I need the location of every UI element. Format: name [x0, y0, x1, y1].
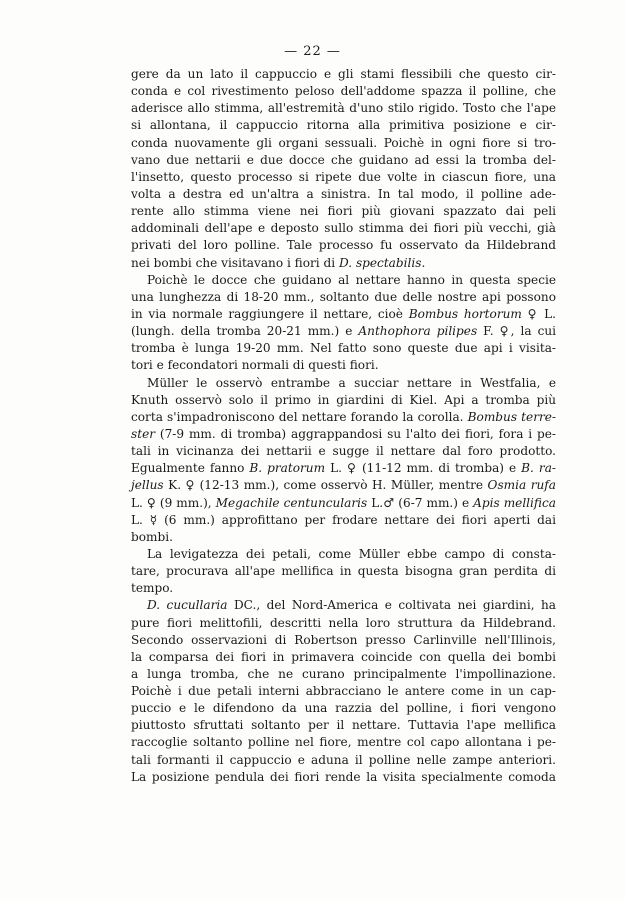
text-line: Knuth osservò solo il primo in giardini di Kiel. Api a tromba più: [131, 392, 556, 407]
text-line: raccoglie soltanto polline nel fiore, mentre col capo allontana i pe-: [131, 735, 556, 750]
text-line: puccio e le difendono da una razzia del polline, i fiori vengono: [131, 701, 556, 716]
text-line: privati del loro polline. Tale processo fu osservato da Hildebrand: [131, 238, 556, 253]
text-line: l'insetto, questo processo si ripete due volte in ciascun fiore, una: [131, 169, 556, 184]
text-line: pure fiori melittofili, descritti nella loro struttura da Hildebrand.: [131, 615, 556, 630]
text-line: vano due nettarii e due docce che guidano ad essi la tromba del-: [131, 152, 556, 167]
text-line: Secondo osservazioni di Robertson presso Carlinville nell'Illinois,: [131, 632, 556, 647]
text-line: bombi.: [131, 529, 173, 544]
text-line: L. ☿ (6 mm.) approfittano per frodare nettare dei fiori aperti dai: [131, 512, 556, 527]
page-number: — 22 —: [284, 44, 341, 59]
text-line: conda e col rivestimento peloso dell'addome spazza il polline, che: [131, 84, 556, 99]
text-line: conda nuovamente gli organi sessuali. Poichè in ogni fiore si tro-: [131, 135, 556, 150]
text-line: tare, procurava all'ape mellifica in questa bisogna gran perdita di: [131, 564, 556, 579]
text-line: La levigatezza dei petali, come Müller ebbe campo di consta-: [147, 546, 556, 561]
text-line: in via normale raggiungere il nettare, cioè Bombus hortorum ♀ L.: [131, 306, 557, 321]
text-line: tori e fecondatori normali di questi fiori.: [131, 358, 379, 373]
text-line: tempo.: [131, 581, 174, 596]
text-line: Egualmente fanno B. pratorum L. ♀ (11-12 mm. di tromba) e B. ra-: [131, 461, 556, 476]
text-line: tali in vicinanza dei nettarii e sugge il nettare dal foro prodotto.: [131, 444, 556, 459]
text-line: L. ♀ (9 mm.), Megachile centuncularis L.♂ (6-7 mm.) e Apis mellifica: [131, 495, 556, 510]
text-line: tromba è lunga 19-20 mm. Nel fatto sono queste due api i visita-: [131, 341, 556, 356]
text-line: piuttosto sfruttati soltanto per il nettare. Tuttavia l'ape mellifica: [131, 718, 556, 733]
text-line: Poichè i due petali interni abbracciano le antere come in un cap-: [131, 684, 556, 699]
text-line: jellus K. ♀ (12-13 mm.), come osservò H. Müller, mentre Osmia rufa: [131, 478, 556, 493]
text-line: una lunghezza di 18-20 mm., soltanto due delle nostre api possono: [131, 289, 556, 304]
text-line: rente allo stimma viene nei fiori più giovani spazzato dai peli: [131, 204, 556, 219]
text-line: La posizione pendula dei fiori rende la visita specialmente comoda: [131, 769, 556, 784]
text-line: (lungh. della tromba 20-21 mm.) e Anthophora pilipes F. ♀, la cui: [131, 324, 556, 339]
text-line: Poichè le docce che guidano al nettare hanno in questa specie: [147, 272, 556, 287]
text-line: D. cucullaria DC., del Nord-America e coltivata nei giardini, ha: [147, 598, 556, 613]
text-line: corta s'impadroniscono del nettare forando la corolla. Bombus terre-: [131, 409, 556, 424]
body-text: [131, 66, 556, 786]
text-line: Müller le osservò entrambe a succiar nettare in Westfalia, e: [147, 375, 556, 390]
text-line: tali formanti il cappuccio e aduna il polline nelle zampe anteriori.: [131, 752, 556, 767]
text-line: nei bombi che visitavano i fiori di D. spectabilis.: [131, 255, 426, 270]
text-line: a lunga tromba, che ne curano principalmente l'impollinazione.: [131, 666, 556, 681]
text-line: gere da un lato il cappuccio e gli stami flessibili che questo cir-: [131, 67, 556, 81]
text-line: volta a destra ed un'altra a sinistra. In tal modo, il polline ade-: [131, 186, 556, 201]
text-line: si allontana, il cappuccio ritorna alla primitiva posizione e cir-: [131, 118, 556, 133]
text-line: ster (7-9 mm. di tromba) aggrappandosi su l'alto dei fiori, fora i pe-: [131, 426, 556, 441]
text-line: addominali dell'ape e deposto sullo stimma dei fiori più vecchi, già: [131, 221, 556, 236]
text-line: la comparsa dei fiori in primavera coincide con quella dei bombi: [131, 649, 556, 664]
text-line: aderisce allo stimma, all'estremità d'uno stilo rigido. Tosto che l'ape: [131, 101, 556, 116]
